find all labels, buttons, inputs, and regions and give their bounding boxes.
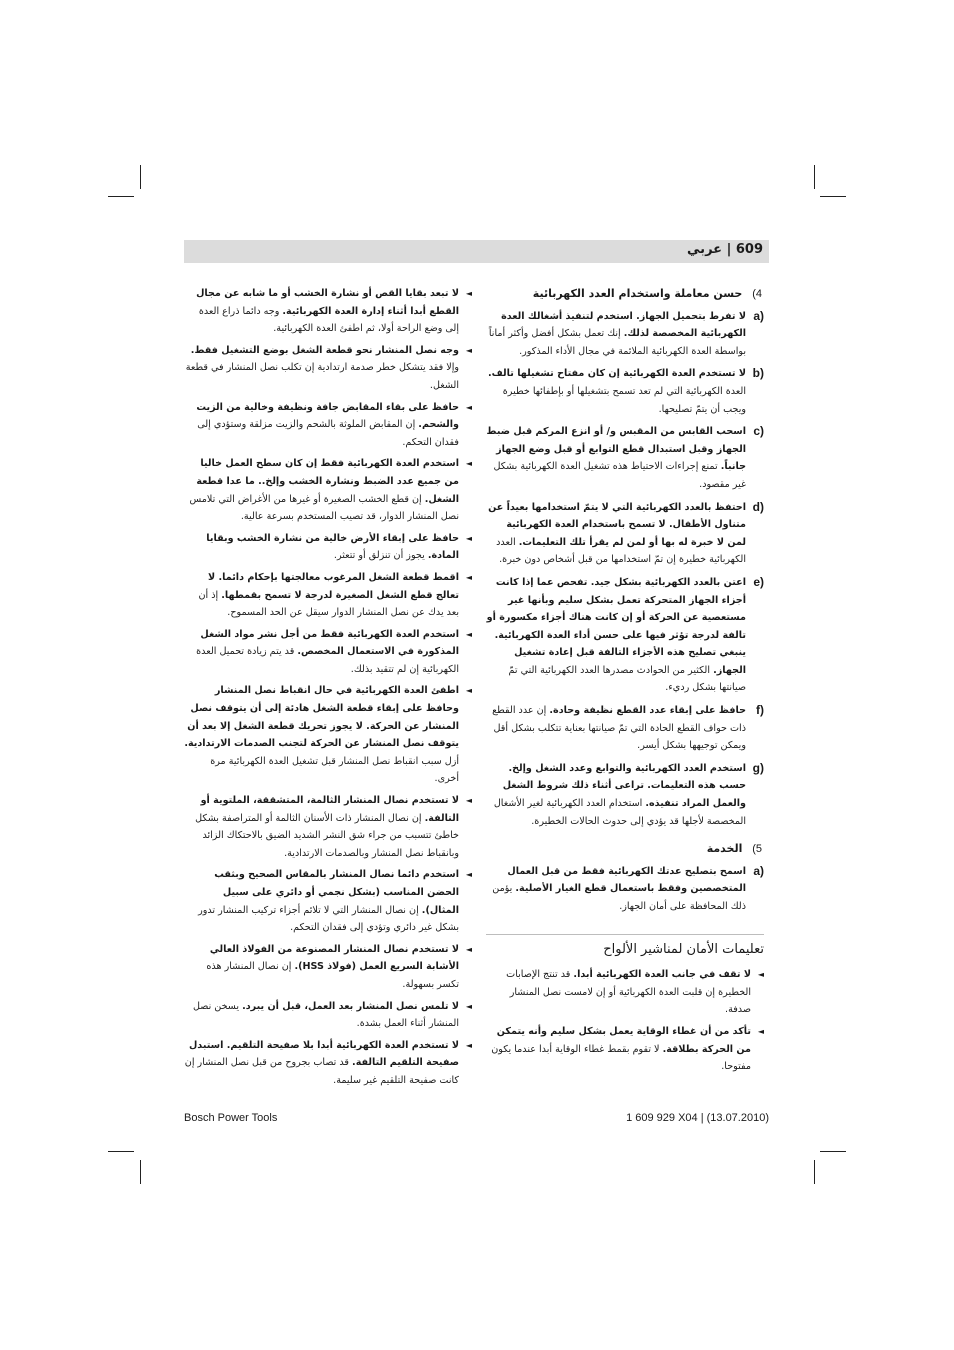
bullet-text: لا تقوم بقمط غطاء الوقاية أبدا عندما يكون مفتوحا. (491, 1043, 751, 1073)
crop-mark (820, 196, 846, 197)
bullet-text: قد تنتج الإصابات الخطيرة إن قلبت العدة الكهربائية أو إن لامست نصل المنشار صدفة. (506, 969, 751, 1016)
safety-title: تعليمات الأمان لمناشير الألواح (603, 941, 764, 957)
section-4-title (486, 285, 764, 304)
list-item (486, 702, 764, 755)
bullet-text: إن قطع الخشب الصغيرة أو غيرها من الأغراض التي تلامس نصل المنشار الدوار، قد تصيب المستخدم بسرعة عالية. (189, 493, 459, 523)
bullet-bold-text: وجه نصل المنشار نحو قطعة الشغل بوضع التشغيل فقط. (190, 344, 459, 356)
bullet-bold-text: استخدم العدة الكهربائية فقط إن كان سطح العمل خاليا من جميع عدد الضبط ونشارة الخشب وإلخ.. ما عدا قطعة الشغل. (196, 458, 459, 505)
crop-mark (820, 1151, 846, 1152)
bullet-bold-text: تأكد من أن غطاء الوقاية يعمل بشكل سليم وأنه يتمكن من الحركة بطلاقة. (496, 1025, 751, 1055)
item-letter: c) (753, 424, 764, 439)
bullet-item (184, 941, 472, 994)
bullet-triangle-icon: ◄ (465, 289, 472, 298)
bullet-item (184, 998, 472, 1033)
bullet-bold-text: حافظ على بقاء المقابض جافة ونظيفة وخالية من الزيت والشحم. (196, 401, 459, 431)
footer-doc-number: 1 609 929 X04 | (13.07.2010) (626, 1112, 769, 1124)
bullet-text: إن نصال المنشار هذه تكسر بسهولة. (206, 961, 459, 990)
item-text: استخدام العدد الكهربائية لغير الأشغال المخصصة لأجلها قد يؤدي إلى حدوث الحالات الخطيرة. (493, 798, 746, 827)
left-column (184, 285, 472, 1094)
safety-bullets (486, 966, 764, 1076)
bullet-bold-text: لا تستخدم نصال المنشار المصنوعة من الفولاذ العالي الأشابة السريع العمل (فولاذ HSS). (209, 943, 459, 973)
item-bold-text: احتفظ بالعدد الكهربائية التي لا يتمّ استخدامها بعيداً عن متناول الأطفال. لا تسمح باستخدام العدة الكهربائية لمن لا خبرة له بها أو لمن لم يقرأ تلك التعليمات. (488, 501, 746, 548)
bullet-item (486, 966, 764, 1019)
list-item (486, 574, 764, 697)
bullet-text: وجه دائما ذراع العدة إلى وضع الراحة أولا، ثم اطفئ العدة الكهربائية. (198, 305, 459, 335)
bullet-triangle-icon: ◄ (465, 629, 472, 639)
bullet-item (184, 569, 472, 622)
list-item (486, 308, 764, 361)
bullet-triangle-icon: ◄ (465, 1040, 472, 1050)
page-header-label (687, 242, 763, 257)
bullet-triangle-icon: ◄ (465, 572, 472, 582)
bullet-triangle-icon: ◄ (757, 970, 764, 980)
section-number: 5) (752, 843, 762, 856)
section-5-title (486, 840, 764, 859)
header-separator: | (722, 242, 732, 257)
bullet-triangle-icon: ◄ (465, 1001, 472, 1011)
bullet-bold-text: لا تبعد بقايا القص أو نشارة الخشب أو ما شابه عن مجال القطع أبدا أثناء إدارة العدة الكهربائية. (196, 288, 459, 317)
language-label: عربي (687, 242, 723, 257)
item-text: الكثير من الحوادث مصدرها العدد الكهربائية التي تمّ صيانتها بشكل رديء. (508, 664, 746, 694)
left-bullets (184, 285, 472, 1090)
section-divider (486, 934, 764, 935)
bullet-item (184, 866, 472, 936)
bullet-text: قد تصاب بجروح من قبل نصل المنشار إن كانت صفيحة التلقيم غير سليمة. (184, 1057, 459, 1086)
page-header (184, 240, 769, 263)
bullet-triangle-icon: ◄ (465, 402, 472, 412)
bullet-item (184, 682, 472, 788)
bullet-triangle-icon: ◄ (757, 1026, 764, 1036)
bullet-bold-text: لا تلمس نصل المنشار بعد العمل، قبل أن يبرد. (242, 1000, 459, 1012)
bullet-bold-text: لا تقف في جانب العدة الكهربائية أبدا. (573, 969, 751, 981)
bullet-text: إن نصال المنشار التي لا تلائم أجزاء تركيب المنشار تدور بشكل غير دائري وتؤدي إلى فقدان التحكم. (198, 904, 459, 934)
bullet-text: إن نصال المنشار ذات الأسنان الثالمة أو المتراصفة بشكل خاطئ تتسبب من جراء شق النشر الشديد الضيق بالاحتكاك الزائد وبانقباط نصل المنشار وبالصدمات الارتدادية. (195, 812, 459, 859)
item-text: إن عدد القطع ذات حواف القطع الحادة التي تمّ صيانتها بعناية تتكلب بشكل أقل ويمكن توجيهها بشكل أيسر. (492, 705, 746, 752)
bullet-item (184, 285, 472, 338)
crop-mark (140, 165, 141, 189)
bullet-item (486, 1023, 764, 1076)
bullet-text: قد يتم زيادة تحميل العدة الكهربائية إن لم تتقيد بذلك. (196, 646, 459, 675)
list-item (486, 365, 764, 418)
bullet-bold-text: اطفئ العدة الكهربائية في حال انقباط نصل المنشار وحافظ على إبقاء قطعة الشغل هادئة إلى أن يتوقف نصل المنشار عن الحركة. لا يجوز تحريك قطعة الشغل إلا بعد أن يتوقف نصل المنشار عن الحركة لتجنب الصدمات الارتدادية. (184, 685, 459, 750)
bullet-triangle-icon: ◄ (465, 345, 472, 355)
crop-mark (814, 165, 815, 189)
item-letter: e) (753, 574, 764, 589)
item-letter: a) (753, 308, 764, 323)
bullet-triangle-icon: ◄ (465, 796, 472, 806)
bullet-triangle-icon: ◄ (465, 944, 472, 954)
item-letter: b) (752, 366, 764, 381)
bullet-item (184, 342, 472, 395)
item-bold-text: اسحب القابس من المقبس و/ أو انزع المركم قبل ضبط الجهاز وقبل استبدال قطع التوابع أو قبل وضع الجهاز جانباً. (486, 426, 746, 473)
item-text: يؤمن ذلك المحافظة على أمان الجهاز. (492, 883, 746, 912)
item-text: العدد الكهربائية خطيرة إن تمّ استخدامها من قبل أشخاص دون خبرة. (496, 536, 746, 566)
right-column (486, 285, 764, 1080)
item-text: تمنع إجراءات الاحتياط هذه تشغيل العدة الكهربائية بشكل غير مقصود. (493, 461, 746, 490)
section-number: 4) (752, 288, 762, 300)
bullet-bold-text: لا تستخدم العدة الكهربائية أبدا بلا صفيحة التلقيم. استبدل صفيحة التلقيم التالفة. (188, 1039, 459, 1069)
item-text: العدة الكهربائية التي لم تعد تسمح بتشغيلها أو بإطفائها خطيرة ويجب أن يتمّ تصليحها. (502, 385, 746, 415)
bullet-item (184, 1037, 472, 1090)
bullet-bold-text: حافظ على إبقاء الأرض خالية من نشارة الخشب وبقايا المادة. (206, 532, 459, 562)
section-title-text: حسن معاملة واستخدام العدد الكهربائية (532, 287, 743, 300)
crop-mark (814, 1160, 815, 1184)
bullet-triangle-icon: ◄ (465, 870, 472, 880)
bullet-bold-text: استخدم العدة الكهربائية فقط من أجل نشر مواد الشغل المذكورة في الاستعمال المخصص. (200, 628, 459, 658)
bullet-text: يجوز أن تنزلق أو تتعثر. (333, 550, 428, 562)
list-item (486, 423, 764, 493)
page-number: 609 (735, 242, 763, 257)
item-letter: d) (752, 499, 764, 514)
list-item (486, 760, 764, 830)
bullet-text: أزل سبب انقباط نصل المنشار قبل تشغيل العدة الكهربائية مرة أخرى. (210, 755, 459, 785)
item-bold-text: لا تفرط بتحميل الجهاز. استخدم لتنفيذ أشغالك العدة الكهربائية المخصصة لذلك. (501, 310, 746, 340)
bullet-text: إن المقابض الملوثة بالشحم والزيت مزلقة وستؤدي إلى فقدان التحكم. (197, 419, 459, 448)
bullet-text: يسخن نصل المنشار أثناء العمل بشدة. (192, 1000, 459, 1030)
bullet-bold-text: لا تستخدم نصال المنشار الثالمة، المتشققة، الملتوية أو التالفة. (200, 795, 459, 824)
item-bold-text: استخدم العدد الكهربائية والتوابع وعدد الشغل وإلخ. حسب هذه التعليمات. تراعى أثناء ذلك شروط الشغل والعمل المراد تنفيذه. (502, 762, 746, 810)
list-item (486, 499, 764, 569)
footer-brand: Bosch Power Tools (184, 1112, 278, 1124)
section-title-text: الخدمة (706, 842, 743, 856)
item-bold-text: لا تستخدم العدة الكهربائية إن كان مفتاح تشغيلها تالف. (487, 368, 746, 380)
crop-mark (140, 1160, 141, 1184)
bullet-item (184, 792, 472, 862)
bullet-bold-text: استخدم دائما نصال المنشار بالمقاس الصحيح وبثقب الحضن المناسب (بشكل نجمي أو دائري على سبيل المثال). (214, 869, 459, 916)
bullet-item (184, 626, 472, 679)
bullet-bold-text: اقمط قطعة الشغل المرغوب معالجتها بإحكام دائما. لا تعالج قطع الشغل الصغيرة لدرجة لا تسمح بقمطها. (208, 571, 459, 601)
bullet-item (184, 399, 472, 452)
item-bold-text: حافظ على إبقاء عدد القطع نظيفة وحادة. (549, 705, 746, 717)
section-5-items (486, 863, 764, 916)
item-letter: g) (752, 760, 764, 775)
crop-mark (108, 1151, 134, 1152)
item-text: إنك تعمل بشكل أفضل وأكثر أماناً بواسطة العدة الكهربائية الملائمة في مجال الأداء المذكور. (488, 328, 746, 357)
bullet-triangle-icon: ◄ (465, 533, 472, 543)
bullet-text: وإلا فقد يتشكل خطر صدمة ارتدادية إن تكلب نصل المنشار في قطعة الشغل. (185, 362, 459, 391)
bullet-text: إذ أن بعد يدك عن نصل المنشار الدوار سيقل عن الحد المسموح. (198, 589, 459, 619)
item-letter: f) (756, 703, 764, 718)
bullet-triangle-icon: ◄ (465, 686, 472, 696)
bullet-triangle-icon: ◄ (465, 459, 472, 469)
bullet-item (184, 530, 472, 565)
item-letter: a) (753, 863, 764, 878)
item-bold-text: اسمح بتصليح عدتك الكهربائية فقط من قبل العمال المتخصصين وفقط باستعمال قطع الغيار الأصلية. (507, 865, 746, 895)
item-bold-text: اعتن بالعدد الكهربائية بشكل جيد. تفحص عما إذا كانت أجزاء الجهاز المتحركة تعمل بشكل سليم وبأنها غير مستعصية عن الحركة أو إن كانت هناك أجزاء مكسورة أو تالفة لدرجة تؤثر فيها على حسن أداء العدة الكهربائية. ينبغي تصليح هذه الأجزاء التالفة قبل إعادة تشغيل الجهاز. (486, 576, 746, 676)
crop-mark (108, 196, 134, 197)
bullet-item (184, 455, 472, 525)
list-item (486, 863, 764, 916)
section-4-items (486, 308, 764, 831)
